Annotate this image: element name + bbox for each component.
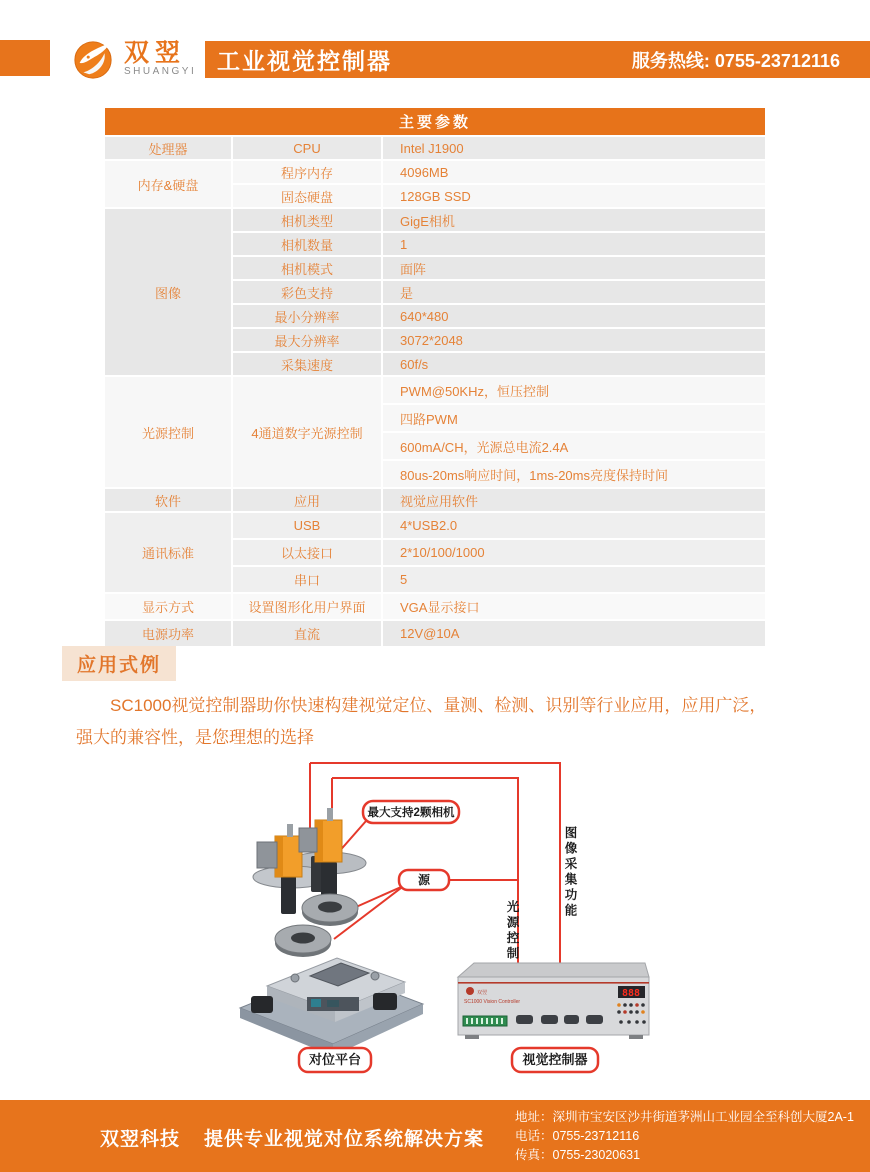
spec-param-cell: 彩色支持 <box>233 281 381 303</box>
spec-param-cell: 固态硬盘 <box>233 185 381 207</box>
footer-fax: 传真：0755-23020631 <box>515 1148 641 1162</box>
spec-value-cell: 80us-20ms响应时间，1ms-20ms亮度保持时间 <box>383 461 765 487</box>
footer <box>0 1100 870 1172</box>
service-hotline: 服务热线: 0755-23712116 <box>631 50 840 71</box>
spec-group-cell: 电源功率 <box>105 621 231 646</box>
spec-value-cell: 4096MB <box>383 161 765 183</box>
spec-value-cell: 1 <box>383 233 765 255</box>
spec-param-cell: CPU <box>233 137 381 159</box>
spec-value-cell: 面阵 <box>383 257 765 279</box>
spec-param-cell: 应用 <box>233 489 381 511</box>
spec-value-cell: VGA显示接口 <box>383 594 765 619</box>
footer-phone: 电话：0755-23712116 <box>515 1129 640 1143</box>
light-source-callout-box <box>399 870 449 890</box>
app-description-line1: SC1000视觉控制器助你快速构建视觉定位、量测、检测、识别等行业应用，应用广泛， <box>110 696 767 715</box>
spec-param-cell: 相机数量 <box>233 233 381 255</box>
section-title-badge: 应用式例 <box>62 646 176 681</box>
spec-value-cell: 640*480 <box>383 305 765 327</box>
page-title: 工业视觉控制器 <box>217 48 392 74</box>
spec-value-cell: Intel J1900 <box>383 137 765 159</box>
controller-label-box <box>512 1048 598 1072</box>
spec-value-cell: 128GB SSD <box>383 185 765 207</box>
spec-param-cell: 直流 <box>233 621 381 646</box>
logo-icon <box>72 38 114 80</box>
spec-group-cell: 处理器 <box>105 137 231 159</box>
brand-subtitle: SHUANGYI <box>124 65 197 77</box>
controller-brand-mark: 双翌 <box>477 990 488 996</box>
spec-param-cell: 设置图形化用户界面 <box>233 594 381 619</box>
app-description-line2: 强大的兼容性，是您理想的选择 <box>76 728 314 747</box>
spec-param-cell: 4通道数字光源控制 <box>233 377 381 487</box>
spec-group-cell: 图像 <box>105 209 231 375</box>
spec-group-cell: 软件 <box>105 489 231 511</box>
camera-callout-box <box>363 801 459 823</box>
brand-logo <box>72 38 196 80</box>
spec-value-cell: PWM@50KHz，恒压控制 <box>383 377 765 403</box>
diagram-canvas <box>215 750 670 1095</box>
platform-label-box <box>299 1048 371 1072</box>
platform-label: 对位平台 <box>308 1052 362 1067</box>
spec-value-cell: 2*10/100/1000 <box>383 540 765 565</box>
spec-value-cell: 是 <box>383 281 765 303</box>
application-diagram <box>215 750 670 1095</box>
spec-value-cell: 视觉应用软件 <box>383 489 765 511</box>
brand-name: 双翌 <box>124 38 187 67</box>
footer-contact <box>515 1108 854 1165</box>
title-bar <box>205 41 870 78</box>
spec-param-cell: 以太接口 <box>233 540 381 565</box>
spec-param-cell: 程序内存 <box>233 161 381 183</box>
platform-illustration <box>240 958 423 1056</box>
spec-group-cell: 通讯标准 <box>105 513 231 592</box>
spec-value-cell: GigE相机 <box>383 209 765 231</box>
spec-value-cell: 12V@10A <box>383 621 765 646</box>
spec-table <box>103 106 767 648</box>
spec-param-cell: 采集速度 <box>233 353 381 375</box>
spec-param-cell: 最大分辨率 <box>233 329 381 351</box>
spec-value-cell: 5 <box>383 567 765 592</box>
header-accent-block <box>0 40 50 76</box>
controller-illustration <box>458 963 649 1039</box>
spec-param-cell: 相机类型 <box>233 209 381 231</box>
table-title: 主要参数 <box>105 108 765 135</box>
brand-text <box>124 38 197 78</box>
spec-group-cell: 光源控制 <box>105 377 231 487</box>
light-source-callout-label: 源 <box>417 873 431 887</box>
vertical-label-light-control: 光源控制 <box>505 900 519 962</box>
footer-address: 地址：深圳市宝安区沙井街道茅洲山工业园全至科创大厦2A-1 <box>515 1110 854 1124</box>
spec-value-cell: 四路PWM <box>383 405 765 431</box>
spec-value-cell: 600mA/CH，光源总电流2.4A <box>383 433 765 459</box>
spec-value-cell: 3072*2048 <box>383 329 765 351</box>
vertical-label-image-capture: 图像采集功能 <box>563 826 577 919</box>
spec-param-cell: 相机模式 <box>233 257 381 279</box>
spec-group-cell: 显示方式 <box>105 594 231 619</box>
spec-value-cell: 4*USB2.0 <box>383 513 765 538</box>
camera-callout-label: 最大支持2颗相机 <box>367 807 455 819</box>
footer-slogan-row <box>100 1124 484 1151</box>
footer-slogan: 提供专业视觉对位系统解决方案 <box>204 1129 485 1150</box>
spec-param-cell: USB <box>233 513 381 538</box>
app-description <box>76 690 816 754</box>
footer-brand: 双翌科技 <box>100 1129 181 1150</box>
controller-label: 视觉控制器 <box>522 1052 588 1067</box>
spec-param-cell: 串口 <box>233 567 381 592</box>
spec-group-cell: 内存&硬盘 <box>105 161 231 207</box>
controller-display: 888 <box>621 988 641 999</box>
controller-model-text: SC1000 Vision Controller <box>464 999 521 1005</box>
spec-param-cell: 最小分辨率 <box>233 305 381 327</box>
spec-value-cell: 60f/s <box>383 353 765 375</box>
